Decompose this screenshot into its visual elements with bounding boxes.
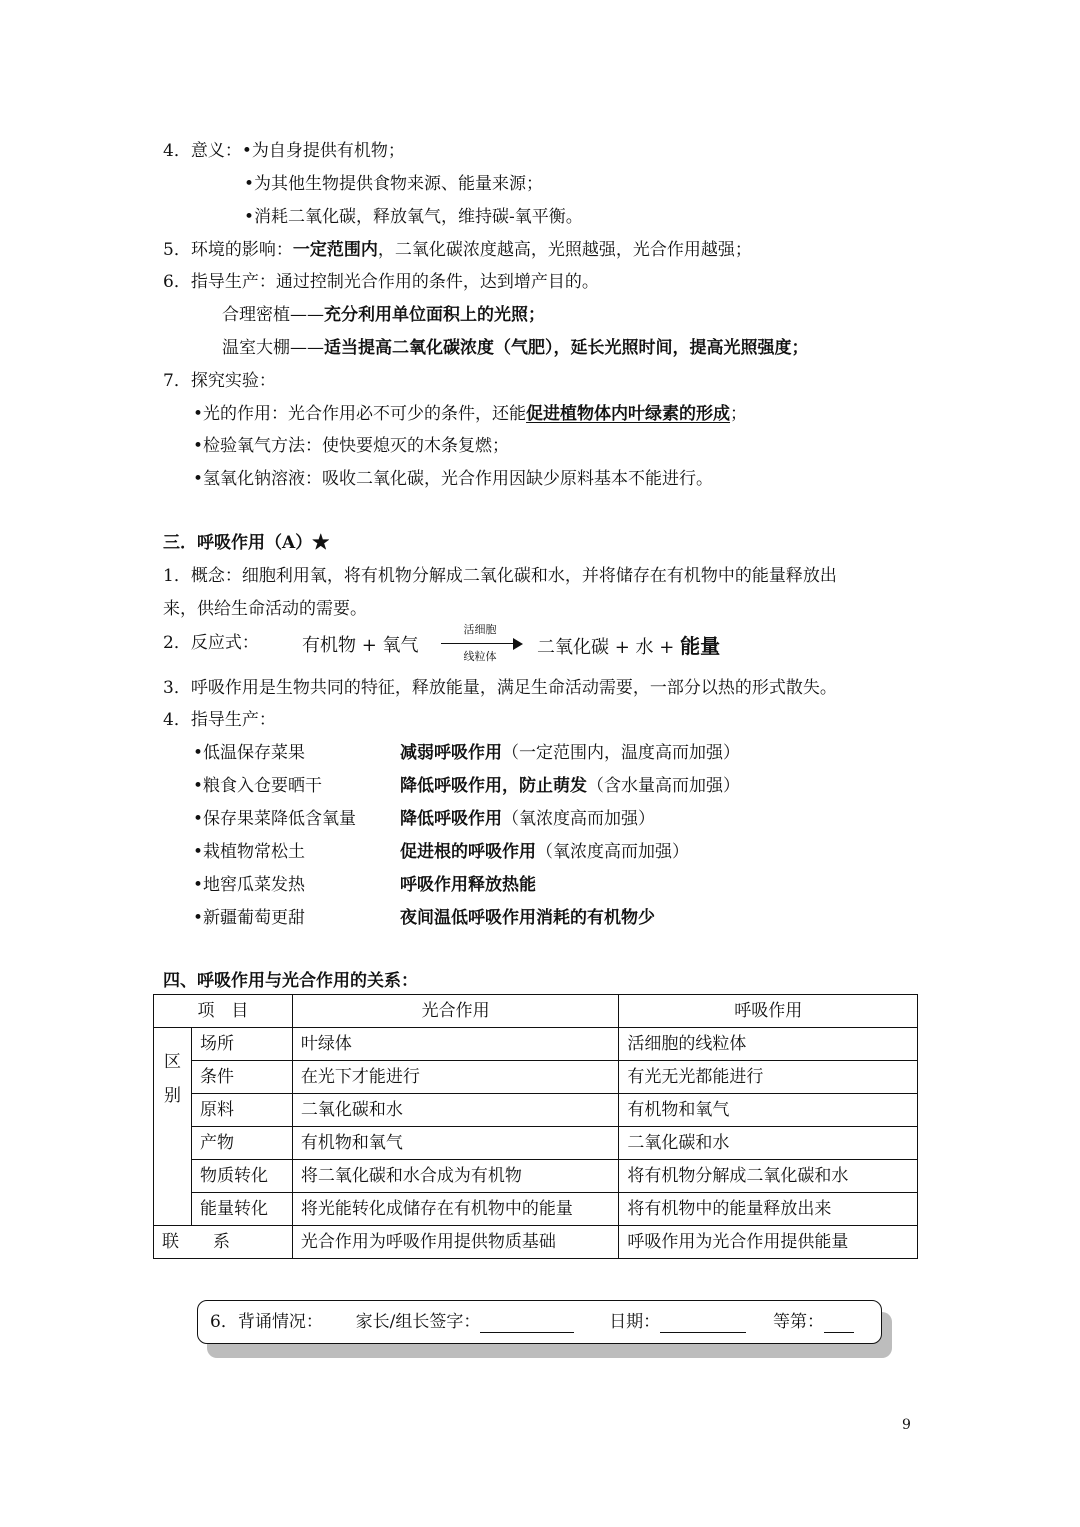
guide-effect [400, 841, 689, 863]
guide-effect-note: （一定范围内，温度高而加强） [502, 743, 740, 763]
respiration-cell: 呼吸作用为光合作用提供能量 [619, 1226, 918, 1259]
guide-item: •粮食入仓要晒干 [193, 776, 323, 796]
experiment-light-underline: 促进植物体内叶绿素的形成 [526, 404, 731, 424]
grade-label: 等第： [773, 1312, 824, 1332]
environment-line [163, 239, 752, 261]
dense-prefix: 合理密植—— [222, 305, 324, 325]
equation-reactants: 有机物 + 氧气 [302, 635, 419, 656]
row-label: 条件 [191, 1061, 292, 1094]
experiment-title: 7．探究实验： [163, 371, 276, 391]
table-header-row [154, 995, 918, 1028]
guide-effect [400, 775, 740, 797]
significance-label: 4．意义： [163, 141, 242, 161]
energy-text: 能量 [680, 634, 721, 658]
table-row [154, 1127, 918, 1160]
page-number: 9 [902, 1417, 911, 1433]
photosynthesis-cell: 在光下才能进行 [292, 1061, 619, 1094]
guide-item: •低温保存菜果 [193, 743, 306, 763]
guide-effect-bold: 呼吸作用释放热能 [400, 875, 536, 895]
greenhouse-prefix: 温室大棚—— [222, 338, 324, 358]
respiration-cell: 活细胞的线粒体 [619, 1028, 918, 1061]
environment-prefix: 5．环境的影响： [163, 240, 293, 260]
guide-effect-note: （氧浓度高而加强） [502, 809, 655, 829]
table-row [154, 1094, 918, 1127]
table-row [154, 1061, 918, 1094]
date-field[interactable] [660, 1314, 746, 1333]
row-label: 产物 [191, 1127, 292, 1160]
respiration-cell: 有光无光都能进行 [619, 1061, 918, 1094]
link-label: 联 系 [154, 1226, 293, 1259]
equation-products [537, 635, 720, 659]
arrow-line [441, 643, 515, 644]
significance-item: •为其他生物提供食物来源、能量来源； [244, 174, 544, 194]
production-greenhouse [222, 337, 809, 359]
experiment-naoh: •氢氧化钠溶液：吸收二氧化碳，光合作用因缺少原料基本不能进行。 [193, 469, 714, 489]
production-title: 6．指导生产：通过控制光合作用的条件，达到增产目的。 [163, 272, 599, 292]
header-respiration: 呼吸作用 [619, 995, 918, 1028]
significance-line-1 [163, 140, 405, 162]
respiration-cell: 将有机物中的能量释放出来 [619, 1193, 918, 1226]
experiment-light-prefix: •光的作用：光合作用必不可少的条件，还能 [193, 404, 527, 424]
guide-effect-bold: 促进根的呼吸作用 [400, 842, 536, 862]
guide-effect-bold: 降低呼吸作用，防止萌发 [400, 776, 587, 796]
environment-bold: 一定范围内 [292, 240, 378, 260]
recite-line [210, 1311, 854, 1333]
relation-heading: 四、呼吸作用与光合作用的关系： [163, 971, 418, 991]
respiration-cell: 有机物和氧气 [619, 1094, 918, 1127]
dense-bold: 充分利用单位面积上的光照； [324, 305, 545, 325]
row-label: 场所 [191, 1028, 292, 1061]
guide-effect-bold: 减弱呼吸作用 [400, 743, 502, 763]
row-label: 原料 [191, 1094, 292, 1127]
row-label: 能量转化 [191, 1193, 292, 1226]
guide-effect [400, 874, 536, 896]
products-text: 二氧化碳 + 水 + [537, 637, 675, 658]
equation-label: 2．反应式： [163, 633, 259, 653]
date-label: 日期： [609, 1312, 661, 1332]
guide-item: •保存果菜降低含氧量 [193, 809, 357, 829]
significance-item: •为自身提供有机物； [241, 141, 405, 161]
photosynthesis-cell: 有机物和氧气 [292, 1127, 619, 1160]
environment-rest: ，二氧化碳浓度越高，光照越强，光合作用越强； [377, 240, 752, 260]
header-item: 项 目 [154, 995, 293, 1028]
photosynthesis-cell: 叶绿体 [292, 1028, 619, 1061]
respiration-feature: 3．呼吸作用是生物共同的特征，释放能量，满足生命活动需要，一部分以热的形式散失。 [163, 678, 837, 698]
table-row [154, 1160, 918, 1193]
guide-effect-bold: 夜间温低呼吸作用消耗的有机物少 [400, 908, 655, 928]
greenhouse-bold: 适当提高二氧化碳浓度（气肥），延长光照时间，提高光照强度； [324, 338, 809, 358]
respiration-heading: 三．呼吸作用（A）★ [163, 533, 330, 553]
table-row [154, 1193, 918, 1226]
guide-effect [400, 742, 740, 764]
photosynthesis-cell: 光合作用为呼吸作用提供物质基础 [292, 1226, 619, 1259]
respiration-concept-1: 1．概念：细胞利用氧，将有机物分解成二氧化碳和水，并将储存在有机物中的能量释放出 [163, 566, 837, 586]
recite-label: 6．背诵情况： [210, 1312, 323, 1332]
signature-field[interactable] [480, 1314, 574, 1333]
table-row [154, 1028, 918, 1061]
guide-title: 4．指导生产： [163, 710, 276, 730]
row-label: 物质转化 [191, 1160, 292, 1193]
experiment-oxygen: •检验氧气方法：使快要熄灭的木条复燃； [193, 436, 510, 456]
grade-field[interactable] [824, 1314, 854, 1333]
respiration-cell: 二氧化碳和水 [619, 1127, 918, 1160]
experiment-light-end: ； [730, 404, 748, 424]
arrow-head-icon [513, 638, 523, 650]
guide-item: •栽植物常松土 [193, 842, 306, 862]
recite-box [197, 1300, 882, 1344]
guide-effect [400, 907, 655, 929]
difference-char: 别 [163, 1085, 181, 1106]
header-photosynthesis: 光合作用 [292, 995, 619, 1028]
guide-effect [400, 808, 655, 830]
signature-label: 家长/组长签字： [355, 1312, 481, 1332]
experiment-light [193, 403, 747, 425]
relation-table [153, 994, 918, 1259]
production-dense [222, 304, 545, 326]
difference-char: 区 [163, 1051, 181, 1072]
table-row-link [154, 1226, 918, 1259]
photosynthesis-cell: 将二氧化碳和水合成为有机物 [292, 1160, 619, 1193]
arrow-top-label: 活细胞 [463, 623, 497, 636]
photosynthesis-cell: 二氧化碳和水 [292, 1094, 619, 1127]
guide-effect-bold: 降低呼吸作用 [400, 809, 502, 829]
reaction-arrow [441, 624, 531, 664]
respiration-cell: 将有机物分解成二氧化碳和水 [619, 1160, 918, 1193]
photosynthesis-cell: 将光能转化成储存在有机物中的能量 [292, 1193, 619, 1226]
significance-item: •消耗二氧化碳，释放氧气，维持碳-氧平衡。 [244, 207, 583, 227]
guide-item: •新疆葡萄更甜 [193, 908, 306, 928]
guide-item: •地窖瓜菜发热 [193, 875, 306, 895]
arrow-bottom-label: 线粒体 [463, 650, 497, 663]
guide-effect-note: （含水量高而加强） [587, 776, 740, 796]
guide-effect-note: （氧浓度高而加强） [536, 842, 689, 862]
respiration-concept-2: 来，供给生命活动的需要。 [163, 599, 367, 619]
difference-label [154, 1028, 192, 1226]
